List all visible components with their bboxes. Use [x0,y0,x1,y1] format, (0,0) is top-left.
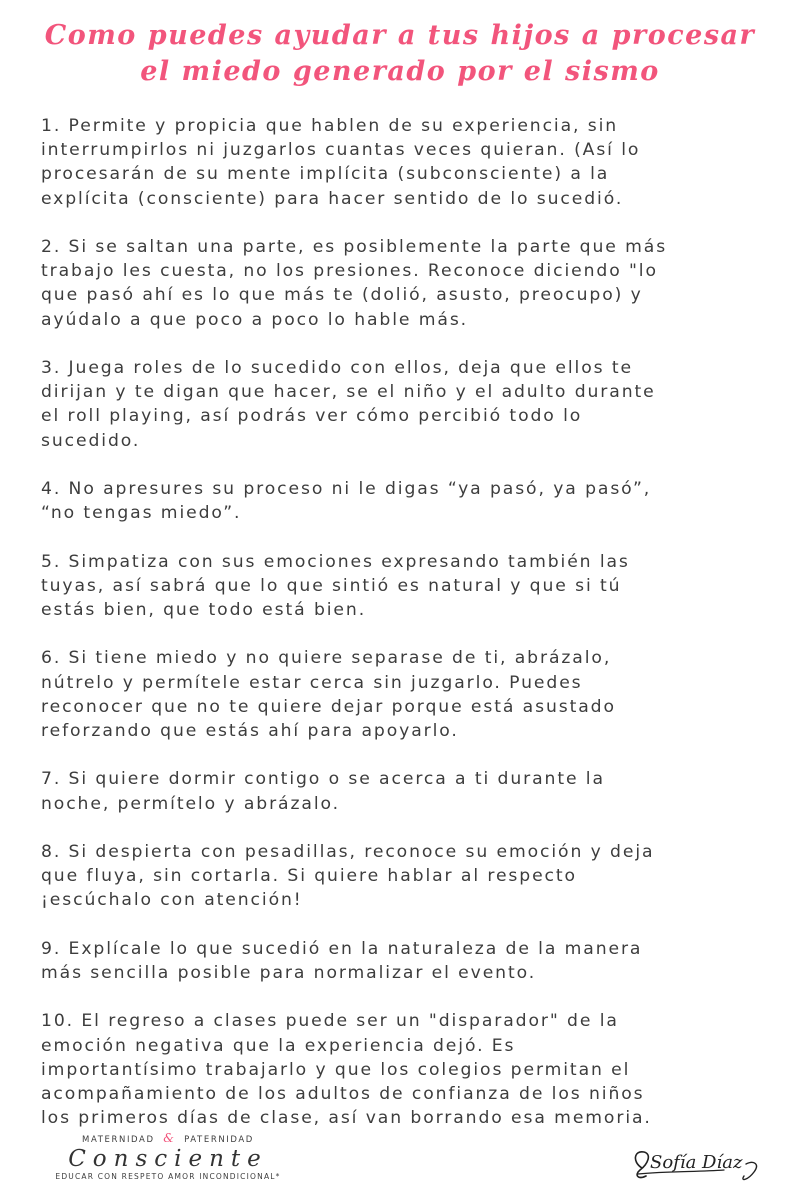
signature-text: Sofía Díaz [650,1152,743,1173]
tip-item [41,646,781,743]
tip-item [41,235,781,332]
logo-maternidad: MATERNIDAD [82,1135,155,1145]
tip-line: el roll playing, así podrás ver cómo percibió todo lo [41,406,583,427]
tip-line: 8. Si despierta con pesadillas, reconoce su emoción y deja [41,841,655,862]
tip-line: 9. Explícale lo que sucedió en la naturaleza de la manera [41,938,643,959]
title-line-2: el miedo generado por el sismo [140,56,660,87]
tip-line: procesarán de su mente implícita (subconsciente) a la [41,164,610,185]
tip-item [41,767,781,815]
brand-logo [48,1132,288,1182]
tip-line: explícita (consciente) para hacer sentido de lo sucedió. [41,188,624,209]
tip-line: tuyas, así sabrá que lo que sintió es natural y que si tú [41,575,622,596]
logo-paternidad: PATERNIDAD [184,1135,254,1145]
tip-line: estás bien, que todo está bien. [41,600,367,620]
tip-item [41,477,781,525]
logo-ampersand: & [163,1131,176,1145]
tip-line: sucedido. [41,430,141,451]
tip-line: 10. El regreso a clases puede ser un "disparador" de la [41,1011,619,1032]
tip-line: nútrelo y permítele estar cerca sin juzgarlo. Puedes [41,672,583,693]
tip-line: que fluya, sin cortarla. Si quiere hablar al respecto [41,866,577,887]
tip-line: acompañamiento de los adultos de confianza de los niños [41,1083,645,1104]
page-title [20,18,780,90]
author-signature [628,1138,774,1186]
tips-list [41,114,781,1155]
tip-line: trabajo les cuesta, no los presiones. Reconoce diciendo "lo [41,261,658,282]
tip-line: 3. Juega roles de lo sucedido con ellos, deja que ellos te [41,358,633,378]
logo-brand-name: Consciente [68,1146,268,1172]
tip-item [41,356,781,453]
tip-line: 5. Simpatiza con sus emociones expresando también las [41,551,630,572]
tip-item [41,114,781,211]
logo-tagline: EDUCAR CON RESPETO AMOR INCONDICIONAL* [55,1172,281,1181]
signature-stroke-tail [743,1162,757,1179]
tip-line: 7. Si quiere dormir contigo o se acerca a ti durante la [41,769,605,790]
tip-item [41,1009,781,1130]
tip-item [41,937,781,985]
tip-line: 4. No apresures su proceso ni le digas “ya pasó, ya pasó”, [41,479,652,499]
tip-line: emoción negativa que la experiencia dejó. Es [41,1035,516,1056]
tip-line: reforzando que estás ahí para apoyarlo. [41,721,459,741]
tip-line: dirijan y te digan que hacer, se el niño y el adulto durante [41,382,656,403]
tip-line: interrumpirlos ni juzgarlos cuantas veces quieran. (Así lo [41,140,641,161]
tip-line: más sencilla posible para normalizar el evento. [41,962,537,983]
tip-line: noche, permítelo y abrázalo. [41,793,340,814]
tip-line: importantísimo trabajarlo y que los colegios permitan el [41,1059,631,1080]
tip-line: 6. Si tiene miedo y no quiere separase de ti, abrázalo, [41,648,612,669]
tip-item [41,550,781,623]
tip-line: reconocer que no te quiere dejar porque está asustado [41,696,616,717]
tip-line: 2. Si se saltan una parte, es posiblemente la parte que más [41,237,668,257]
tip-item [41,840,781,913]
tip-line: los primeros días de clase, así van borrando esa memoria. [41,1108,652,1129]
tip-line: 1. Permite y propicia que hablen de su experiencia, sin [41,116,619,136]
title-line-1: Como puedes ayudar a tus hijos a procesar [44,20,756,51]
tip-line: que pasó ahí es lo que más te (dolió, asusto, preocupo) y [41,285,643,306]
tip-line: ayúdalo a que poco a poco lo hable más. [41,309,469,330]
logo-top-text [48,1132,288,1146]
tip-line: ¡escúchalo con atención! [41,890,303,911]
tip-line: “no tengas miedo”. [41,503,242,524]
